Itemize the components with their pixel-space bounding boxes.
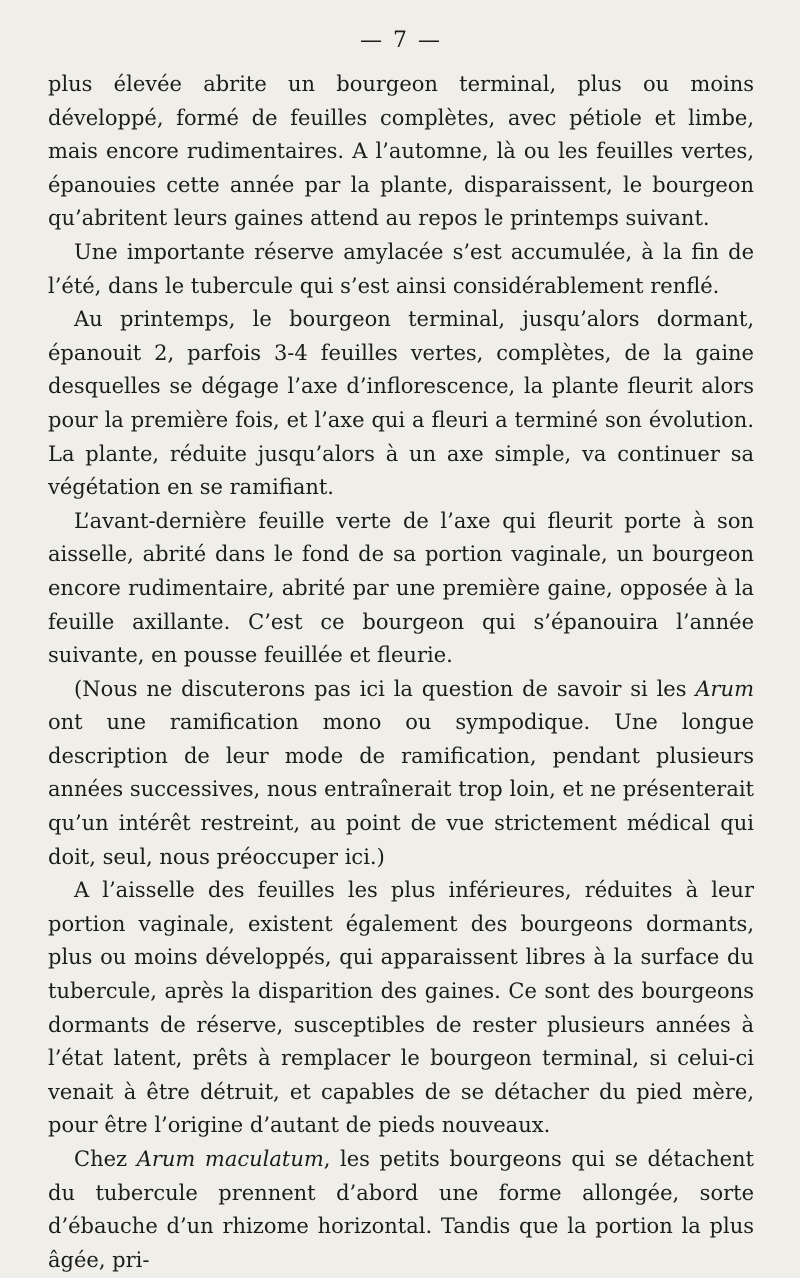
- paragraph-4: L’avant-dernière feuille verte de l’axe qui fleurit porte à son aisselle, abrité dans le fond de sa portion vaginale, un bourgeon encore rudimentaire, abrité par une première gaine, opposée à la feuille axillante. C’est ce bourgeon qui s’épanouira l’année suivante, en pousse feuillée et fleurie.: [48, 508, 754, 668]
- page-number: — 7 —: [360, 28, 442, 53]
- paragraph-7: [48, 1143, 754, 1277]
- paragraph-5-before: (Nous ne discuterons pas ici la question de savoir si les: [74, 676, 696, 701]
- paragraph-1: plus élevée abrite un bourgeon terminal, plus ou moins développé, formé de feuilles complètes, avec pétiole et limbe, mais encore rudimentaires. A l’automne, là ou les feuilles vertes, épanouies cette année par la plante, disparaissent, le bourgeon qu’abritent leurs gaines attend au repos le printemps suivant.: [48, 72, 754, 231]
- genus-name: Arum: [695, 676, 754, 701]
- paragraph-2: Une importante réserve amylacée s’est accumulée, à la fin de l’été, dans le tubercule qui s’est ainsi considérablement renflé.: [48, 239, 754, 298]
- paragraph-7-before: Chez: [74, 1147, 137, 1171]
- paragraph-3: Au printemps, le bourgeon terminal, jusqu’alors dormant, épanouit 2, parfois 3-4 feuilles vertes, complètes, de la gaine desquelles se dégage l’axe d’inflorescence, la plante fleurit alors pour la première fois, et l’axe qui a fleuri a terminé son évolution. La plante, réduite jusqu’alors à un axe simple, va continuer sa végétation en se ramifiant.: [48, 307, 754, 500]
- paragraph-6: A l’aisselle des feuilles les plus inférieures, réduites à leur portion vaginale, existent également des bourgeons dormants, plus ou moins développés, qui apparaissent libres à la surface du tubercule, après la disparition des gaines. Ce sont des bourgeons dormants de réserve, susceptibles de rester plusieurs années à l’état latent, prêts à remplacer le bourgeon terminal, si celui-ci venait à être détruit, et capables de se détacher du pied mère, pour être l’origine d’autant de pieds nouveaux.: [48, 878, 754, 1138]
- paragraph-7-after: , les petits bourgeons qui se détachent du tubercule prennent d’abord une forme allongée, sorte d’ébauche d’un rhizome horizontal. Tandis que la portion la plus âgée, pri-: [48, 1147, 755, 1272]
- paragraph-5: [48, 673, 754, 875]
- species-name: Arum maculatum: [136, 1147, 324, 1171]
- paragraph-5-after: ont une ramification mono ou sympodique. Une longue description de leur mode de ramification, pendant plusieurs années successives, nous entraînerait trop loin, et ne présenterait qu’un intérêt restreint, au point de vue strictement médical qui doit, seul, nous préoccuper ici.): [48, 710, 754, 869]
